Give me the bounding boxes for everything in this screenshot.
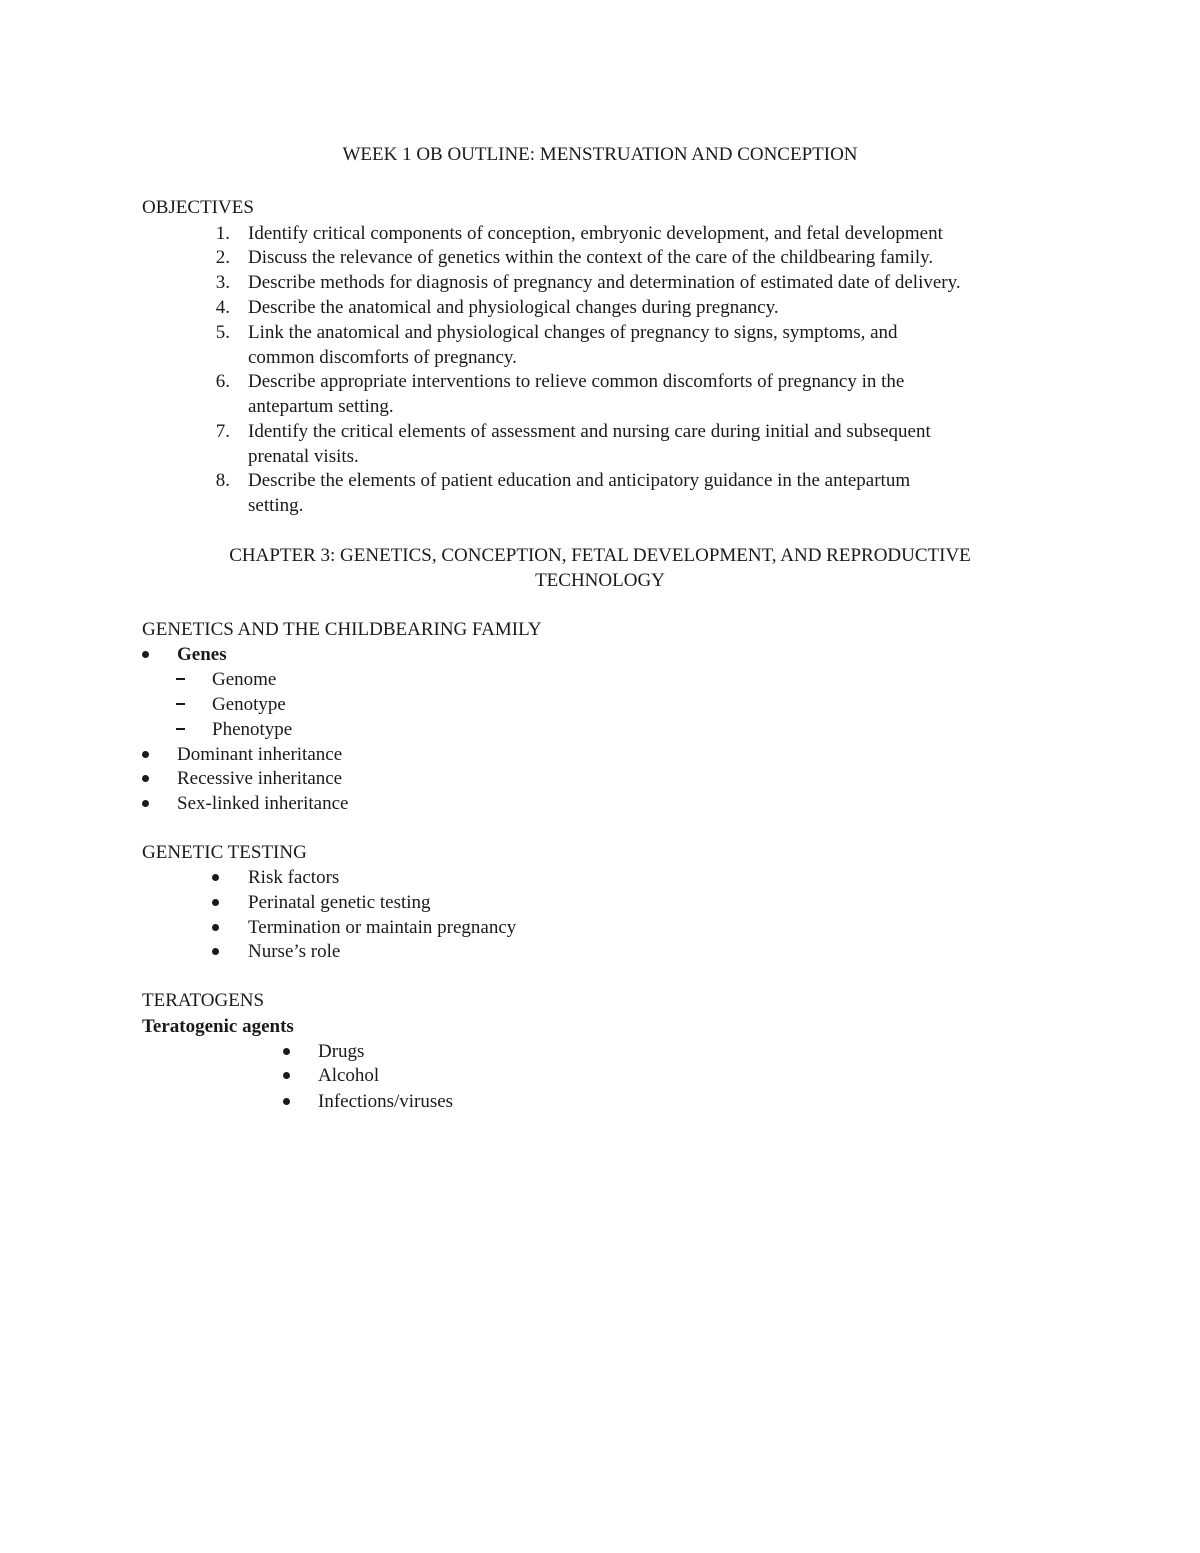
objective-number: 2.	[215, 247, 230, 268]
bullet-icon	[212, 924, 219, 931]
objective-text-continued: common discomforts of pregnancy.	[248, 347, 517, 368]
bullet-icon	[142, 651, 149, 658]
genes-label: Genes	[177, 644, 227, 665]
bullet-icon	[142, 775, 149, 782]
genetic-testing-heading: GENETIC TESTING	[142, 842, 307, 863]
objective-text-continued: prenatal visits.	[248, 446, 359, 467]
bullet-icon	[212, 948, 219, 955]
teratogen-item: Alcohol	[318, 1065, 380, 1086]
genes-sub-item: Genotype	[212, 694, 286, 715]
bullet-icon	[212, 874, 219, 881]
genetics-family-heading: GENETICS AND THE CHILDBEARING FAMILY	[142, 619, 542, 640]
genetic-testing-item: Perinatal genetic testing	[248, 892, 431, 913]
bullet-icon	[283, 1098, 290, 1105]
bullet-icon	[283, 1072, 290, 1079]
objective-text: Describe the anatomical and physiological changes during pregnancy.	[248, 297, 779, 318]
teratogenic-agents-subheading: Teratogenic agents	[142, 1016, 294, 1037]
inheritance-item: Sex-linked inheritance	[177, 793, 349, 814]
chapter-heading-line-2: TECHNOLOGY	[535, 570, 665, 591]
bullet-icon	[142, 751, 149, 758]
genetic-testing-item: Nurse’s role	[248, 941, 341, 962]
objective-text: Describe appropriate interventions to relieve common discomforts of pregnancy in the	[248, 371, 905, 392]
dash-icon	[176, 703, 185, 705]
dash-icon	[176, 728, 185, 730]
objective-text: Describe the elements of patient education and anticipatory guidance in the antepartum	[248, 470, 911, 491]
objective-number: 1.	[215, 223, 230, 244]
objective-number: 4.	[215, 297, 230, 318]
genetic-testing-item: Risk factors	[248, 867, 340, 888]
objective-text: Describe methods for diagnosis of pregnancy and determination of estimated date of delivery.	[248, 272, 961, 293]
objective-text: Identify critical components of conception, embryonic development, and fetal development	[248, 223, 943, 244]
objective-text-continued: setting.	[248, 495, 304, 516]
document-title: WEEK 1 OB OUTLINE: MENSTRUATION AND CONCEPTION	[342, 144, 858, 165]
bullet-icon	[283, 1048, 290, 1055]
chapter-heading-line-1: CHAPTER 3: GENETICS, CONCEPTION, FETAL DEVELOPMENT, AND REPRODUCTIVE	[229, 545, 971, 566]
dash-icon	[176, 678, 185, 680]
genetic-testing-item: Termination or maintain pregnancy	[248, 917, 517, 938]
objective-text: Link the anatomical and physiological changes of pregnancy to signs, symptoms, and	[248, 322, 898, 343]
objective-text: Identify the critical elements of assessment and nursing care during initial and subsequent	[248, 421, 931, 442]
bullet-icon	[212, 899, 219, 906]
objective-number: 6.	[215, 371, 230, 392]
inheritance-item: Recessive inheritance	[177, 768, 343, 789]
objectives-heading: OBJECTIVES	[142, 197, 254, 218]
teratogen-item: Infections/viruses	[318, 1091, 454, 1112]
objective-number: 3.	[215, 272, 230, 293]
objective-text-continued: antepartum setting.	[248, 396, 394, 417]
genes-sub-item: Phenotype	[212, 719, 293, 740]
bullet-icon	[142, 800, 149, 807]
objective-number: 8.	[215, 470, 230, 491]
teratogen-item: Drugs	[318, 1041, 365, 1062]
genes-sub-item: Genome	[212, 669, 277, 690]
inheritance-item: Dominant inheritance	[177, 744, 343, 765]
objective-number: 7.	[215, 421, 230, 442]
objective-number: 5.	[215, 322, 230, 343]
teratogens-heading: TERATOGENS	[142, 990, 265, 1011]
objective-text: Discuss the relevance of genetics within the context of the care of the childbearing family.	[248, 247, 934, 268]
